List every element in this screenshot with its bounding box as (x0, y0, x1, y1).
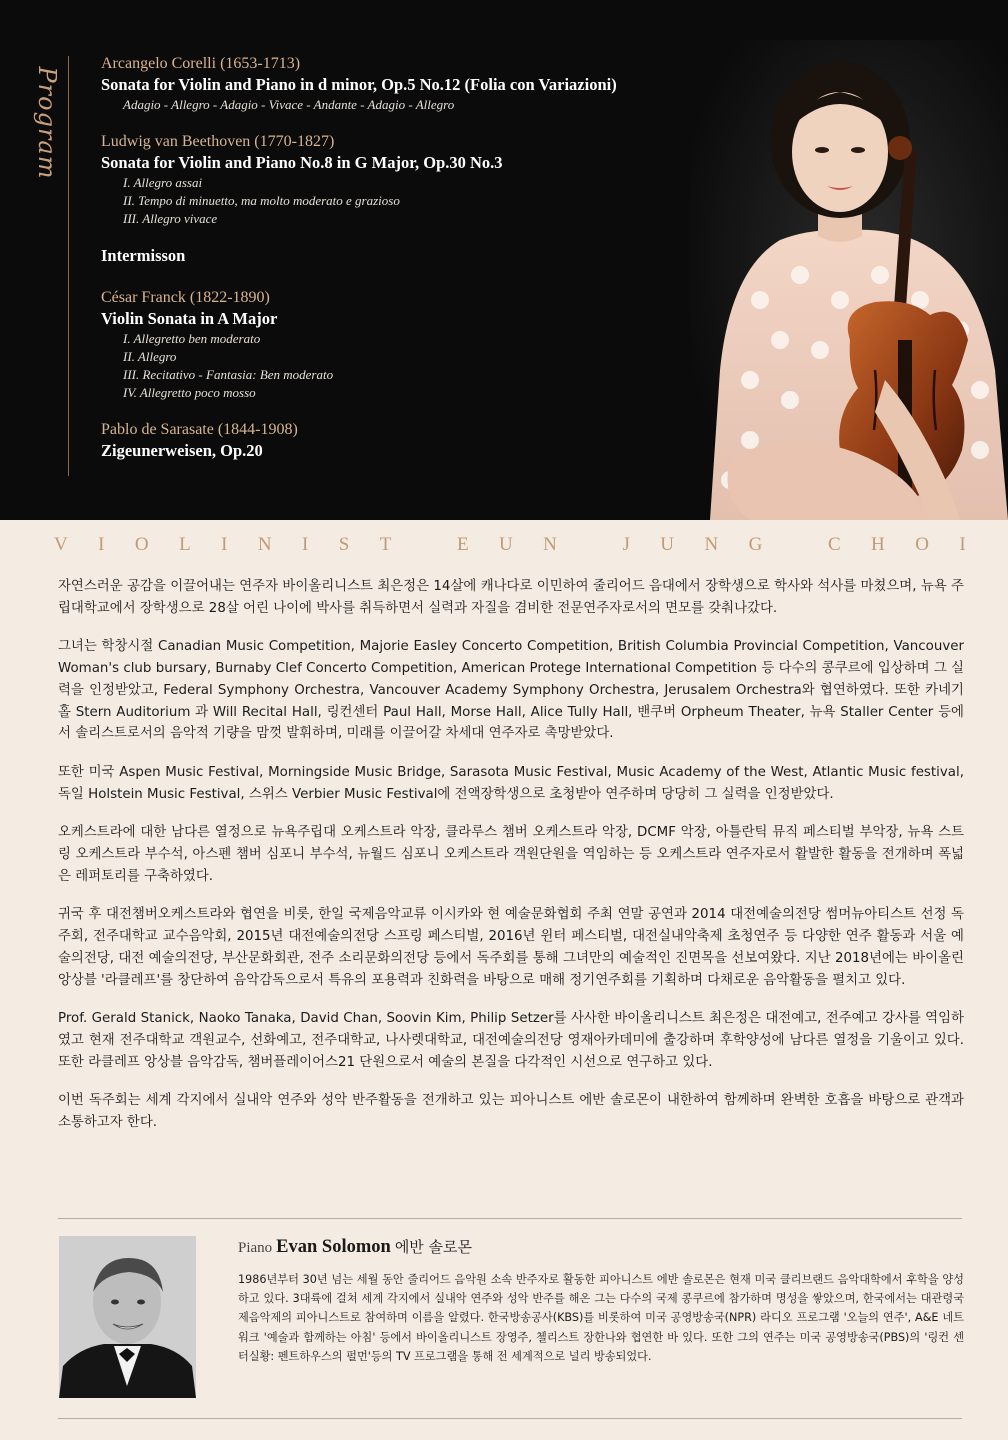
movement: III. Allegro vivace (123, 211, 218, 226)
movement: I. Allegro assai (123, 175, 203, 190)
banner-letter (587, 534, 592, 556)
banner-letter: V (54, 534, 68, 555)
banner-letter: U (660, 534, 675, 555)
movement: Adagio - Allegro - Adagio - Vivace - Andante - Adagio - Allegro (123, 97, 455, 112)
movement: IV. Allegretto poco mosso (123, 385, 256, 400)
bio-paragraph: 자연스러운 공감을 이끌어내는 연주자 바이올리니스트 최은정은 14살에 캐나다로 이민하여 줄리어드 음대에서 장학생으로 학사와 석사를 마쳤으며, 뉴욕 주립대학교에서 장학생으로 28살 어린 나이에 박사를 취득하면서 실력과 자질을 겸비한 전문연주자로서의 면모를 갖춰나갔다. (58, 579, 964, 616)
piece-title: Sonata for Violin and Piano in d minor, Op.5 No.12 (Folia con Variazioni) (101, 75, 617, 94)
banner-letter: J (622, 534, 630, 555)
bio-paragraph: Prof. Gerald Stanick, Naoko Tanaka, David Chan, Soovin Kim, Philip Setzer를 사사한 바이올리니스트 최은정은 대전예고, 전주예고 강사를 역임하였고 현재 전주대학교 객원교수, 선화예고, 전주대학교, 나사렛대학교, 대전예술의전당 영재아카데미에 출강하며 후학양성에 남다른 열정을 기울이고 있다. 또한 라클레프 앙상블 음악감독, 챔버플레이어스21 단원으로서 예술의 본질을 다각적인 시선으로 연구하고 있다. (58, 1011, 964, 1070)
banner-letter (422, 534, 427, 556)
composer: César Franck (1822-1890) (101, 289, 270, 306)
pianist-biography: 1986년부터 30년 넘는 세월 동안 줄리어드 음악원 소속 반주자로 활동한 피아니스트 에반 솔로몬은 현재 미국 클리브랜드 음악대학에서 후학을 양성하고 있다. 3대륙에 걸쳐 세계 각지에서 실내악 연주와 성악 반주를 해온 그는 다수의 국제 콩쿠르에 참가하며 명성을 쌓았으며, 한국에서는 대관령국제음악제의 피아니스트로 참여하며 이름을 알렸다. 한국방송공사(KBS)를 비롯하여 미국 공영방송국(NPR) 라디오 프로그램 '오늘의 연주', A&E 네트워크 '예술과 함께하는 아침' 등에서 바이올리니스트 장영주, 첼리스트 장한나와 협연한 바 있다. 또한 그의 연주는 미국 공영방송국(PBS)의 '링컨 센터실황: 펜트하우스의 펄먼'등의 TV 프로그램을 통해 전 세계적으로 널리 방송되었다. (238, 1273, 964, 1363)
violinist-portrait (690, 40, 1008, 520)
intermission: Intermisson (101, 246, 186, 265)
banner-letter: O (915, 534, 929, 555)
section-divider (58, 1218, 962, 1219)
bio-paragraph: 또한 미국 Aspen Music Festival, Morningside Music Bridge, Sarasota Music Festival, Music Academy of the West, Atlantic Music festival, 독일 Holstein Music Festival, 스위스 Verbier Music Festival에 전액장학생으로 초청받아 연주하며 당당히 그 실력을 인정받았다. (58, 764, 964, 802)
banner-letter: N (257, 534, 272, 555)
banner-letter: T (379, 534, 392, 555)
banner-title (0, 534, 1008, 556)
composer: Arcangelo Corelli (1653-1713) (101, 55, 301, 72)
piece-title: Zigeunerweisen, Op.20 (101, 441, 263, 460)
bio-paragraph: 오케스트라에 대한 남다른 열정으로 뉴욕주립대 오케스트라 악장, 클라루스 챔버 오케스트라 악장, DCMF 악장, 아틀란틱 뮤직 페스티벌 부악장, 뉴욕 스트링 오케스트라 부수석, 아스펜 챔버 심포니 부수석, 뉴월드 심포니 오케스트라 객원단원을 역임하는 등 오케스트라 연주자로서 활발한 활동을 전개하며 폭넓은 레퍼토리를 구축하였다. (58, 825, 964, 884)
section-divider (58, 1418, 962, 1419)
piece-title: Sonata for Violin and Piano No.8 in G Major, Op.30 No.3 (101, 153, 503, 172)
program-work (101, 420, 701, 462)
bio-paragraph: 귀국 후 대전챔버오케스트라와 협연을 비롯, 한일 국제음악교류 이시카와 현 예술문화협회 주최 연말 공연과 2014 대전예술의전당 썸머뉴아티스트 선정 독주회, 전주대학교 교수음악회, 2015년 대전예술의전당 스프링 페스티벌, 2016년 윈터 페스티벌, 대전실내악축제 초청연주 등 다양한 연주 활동과 서울 예술의전당, 대전 예술의전당, 부산문화회관, 전주 소리문화의전당 등에서 독주회를 통해 그녀만의 예술적인 진면목을 선보여왔다. 지난 2018년에는 바이올린 앙상블 '라클레프'를 창단하여 음악감독으로서 특유의 포용력과 친화력을 바탕으로 매해 정기연주회를 기획하며 다채로운 음악활동을 펼치고 있다. (58, 907, 964, 988)
pianist-heading (238, 1236, 472, 1258)
pianist-name: Evan Solomon (276, 1237, 391, 1257)
movement: III. Recitativo - Fantasia: Ben moderato (123, 367, 334, 382)
program-work (101, 54, 701, 114)
banner-letter: S (338, 534, 350, 555)
banner-letter: I (302, 534, 309, 555)
program-work (101, 288, 701, 402)
banner-letter: E (456, 534, 469, 555)
banner-letter: L (179, 534, 191, 555)
bio-paragraph: 이번 독주회는 세계 각지에서 실내악 연주와 성악 반주활동을 전개하고 있는 피아니스트 에반 솔로몬이 내한하여 함께하며 완벽한 호흡을 바탕으로 관객과 소통하고자 한다. (58, 1093, 964, 1131)
banner-letter: N (704, 534, 719, 555)
pianist-korean-name: 에반 솔로몬 (394, 1238, 473, 1256)
piece-title: Violin Sonata in A Major (101, 309, 278, 328)
banner-letter: I (959, 534, 966, 555)
pianist-photo (59, 1236, 196, 1398)
banner-letter: U (498, 534, 513, 555)
banner-letter: H (871, 534, 885, 555)
banner-letter: C (827, 534, 841, 555)
banner-letter: N (543, 534, 557, 555)
program-list (101, 54, 701, 480)
movement: I. Allegretto ben moderato (123, 331, 261, 346)
banner-letter: G (748, 534, 763, 555)
bio-paragraph: 그녀는 학창시절 Canadian Music Competition, Majorie Easley Concerto Competition, British Columbia Provincial Competition, Vancouver Woman's club bursary, Burnaby Clef Concerto Competition, American Protege International Competition 등 다수의 콩쿠르에 입상하며 그 실력을 인정받았고, Federal Symphony Orchestra, Vancouver Academy Symphony Orchestra, Jerusalem Orchestra와 협연하였다. 또한 카네기홀 Stern Auditorium 과 Will Recital Hall, 링컨센터 Paul Hall, Morse Hall, Alice Tully Hall, 밴쿠버 Orpheum Theater, 뉴욕 Staller Center 등에서 솔리스트로서의 음악적 기량을 맘껏 발휘하며, 미래를 이끌어갈 차세대 연주자로 촉망받았다. (58, 639, 964, 742)
violinist-biography (58, 576, 964, 1151)
program-work (101, 132, 701, 228)
composer: Ludwig van Beethoven (1770-1827) (101, 133, 335, 150)
composer: Pablo de Sarasate (1844-1908) (101, 421, 298, 438)
banner-letter: I (98, 534, 105, 555)
movement: II. Tempo di minuetto, ma molto moderato e grazioso (123, 193, 400, 208)
gold-divider-line (68, 56, 69, 476)
banner-letter: O (134, 534, 149, 555)
program-section (0, 0, 1008, 520)
pianist-role: Piano (238, 1240, 273, 1256)
program-vertical-title: Program (33, 66, 61, 180)
banner-letter (793, 534, 798, 556)
movement: II. Allegro (123, 349, 177, 364)
banner-letter: I (221, 534, 228, 555)
violinist-banner (0, 534, 1008, 558)
